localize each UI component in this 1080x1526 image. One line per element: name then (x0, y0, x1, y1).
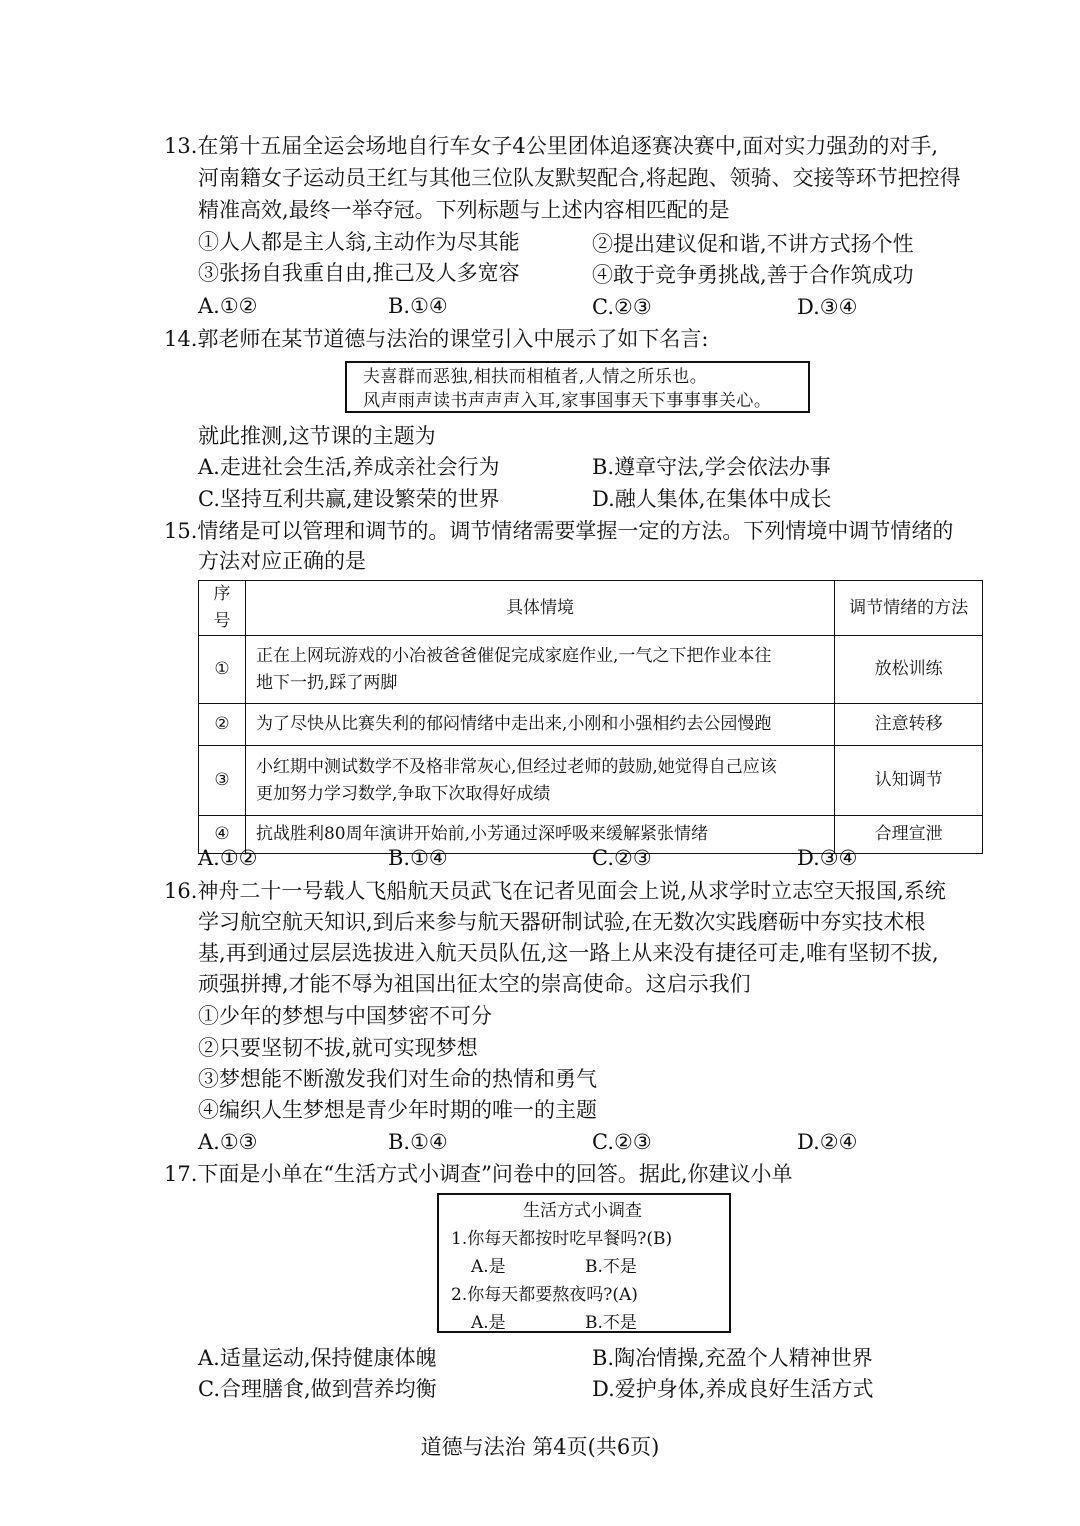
q16-stem-line-3: 基,再到通过层层选拔进入航天员队伍,这一路上从来没有捷径可走,唯有坚韧不拔, (198, 941, 939, 965)
q13-item-3: ③张扬自我重自由,推己及人多宽容 (198, 261, 520, 285)
q15-option-d: D.③④ (797, 846, 858, 870)
q14-stem: 14.郭老师在某节道德与法治的课堂引入中展示了如下名言: (164, 327, 709, 351)
q14-quote-line-2: 风声雨声读书声声声入耳,家事国事天下事事事关心。 (363, 391, 772, 411)
row-situation (245, 636, 834, 704)
row-method: 合理宣泄 (835, 816, 983, 854)
q16-item-1: ①少年的梦想与中国梦密不可分 (198, 1004, 492, 1028)
q13-item-1: ①人人都是主人翁,主动作为尽其能 (198, 230, 520, 254)
q17-option-d: D.爱护身体,养成良好生活方式 (592, 1377, 874, 1401)
q15-option-c: C.②③ (592, 846, 652, 870)
survey-q2-option-a: A.是 (471, 1313, 506, 1333)
table-row (199, 636, 983, 704)
q13-stem-line-3: 精准高效,最终一举夺冠。下列标题与上述内容相匹配的是 (198, 198, 730, 222)
q15-stem-line-2: 方法对应正确的是 (198, 549, 366, 573)
situation-line: 抗战胜利80周年演讲开始前,小芳通过深呼吸来缓解紧张情绪 (255, 824, 709, 844)
q16-item-3: ③梦想能不断激发我们对生命的热情和勇气 (198, 1067, 597, 1091)
survey-question-2: 2.你每天都要熬夜吗?(A) (451, 1285, 638, 1305)
q15-situation-table (198, 580, 983, 854)
q15-option-a: A.①② (198, 846, 258, 870)
q17-option-b: B.陶冶情操,充盈个人精神世界 (592, 1346, 873, 1370)
row-method: 认知调节 (835, 746, 983, 816)
q13-option-c: C.②③ (592, 295, 652, 319)
survey-q2-option-b: B.不是 (585, 1313, 637, 1333)
row-method: 放松训练 (835, 636, 983, 704)
q16-item-2: ②只要坚韧不拔,就可实现梦想 (198, 1036, 478, 1060)
row-method: 注意转移 (835, 704, 983, 746)
q14-option-b: B.遵章守法,学会依法办事 (592, 455, 831, 479)
row-no: ① (199, 636, 246, 704)
q17-stem: 17.下面是小单在“生活方式小调查”问卷中的回答。据此,你建议小单 (164, 1162, 793, 1186)
q15-option-b: B.①④ (388, 846, 448, 870)
header-no: 序号 (199, 581, 246, 636)
situation-line: 小红期中测试数学不及格非常灰心,但经过老师的鼓励,她觉得自己应该 (255, 756, 777, 777)
q13-option-a: A.①② (198, 294, 258, 318)
survey-q1-option-b: B.不是 (585, 1257, 637, 1277)
q14-option-c: C.坚持互利共赢,建设繁荣的世界 (198, 487, 500, 511)
q16-option-a: A.①③ (198, 1130, 258, 1154)
row-situation (245, 746, 834, 816)
survey-title: 生活方式小调查 (523, 1201, 642, 1221)
q14-quote-box (345, 361, 810, 413)
row-situation (245, 704, 834, 746)
situation-line: 地下一扔,踩了两脚 (255, 672, 398, 693)
q17-option-a: A.适量运动,保持健康体魄 (198, 1346, 437, 1370)
q17-survey-box (437, 1193, 731, 1333)
q14-question: 就此推测,这节课的主题为 (198, 424, 436, 448)
q16-item-4: ④编织人生梦想是青少年时期的唯一的主题 (198, 1098, 597, 1122)
page-footer: 道德与法治 第4页(共6页) (420, 1435, 660, 1459)
q13-item-4: ④敢于竞争勇挑战,善于合作筑成功 (592, 263, 914, 287)
q13-item-2: ②提出建议促和谐,不讲方式扬个性 (592, 232, 914, 256)
q16-option-b: B.①④ (388, 1130, 448, 1154)
situation-line: 正在上网玩游戏的小冶被爸爸催促完成家庭作业,一气之下把作业本往 (255, 645, 772, 666)
q16-stem-line-4: 顽强拼搏,才能不辱为祖国出征太空的崇高使命。这启示我们 (198, 972, 751, 996)
table-row (199, 746, 983, 816)
q16-option-d: D.②④ (797, 1130, 858, 1154)
q13-stem-line-1: 13.在第十五届全运会场地自行车女子4公里团体追逐赛决赛中,面对实力强劲的对手, (164, 134, 939, 158)
table-row (199, 816, 983, 854)
q14-option-a: A.走进社会生活,养成亲社会行为 (198, 455, 500, 479)
row-no: ③ (199, 746, 246, 816)
header-method: 调节情绪的方法 (835, 581, 983, 636)
q13-stem-line-2: 河南籍女子运动员王红与其他三位队友默契配合,将起跑、领骑、交接等环节把控得 (198, 166, 961, 190)
q14-quote-line-1: 夫喜群而恶独,相扶而相植者,人情之所乐也。 (363, 367, 708, 387)
table-header-row (199, 581, 983, 636)
q13-option-d: D.③④ (797, 295, 858, 319)
q14-option-d: D.融人集体,在集体中成长 (592, 487, 832, 511)
q17-option-c: C.合理膳食,做到营养均衡 (198, 1377, 437, 1401)
situation-line: 更加努力学习数学,争取下次取得好成绩 (255, 783, 551, 804)
survey-question-1: 1.你每天都按时吃早餐吗?(B) (451, 1229, 673, 1249)
row-no: ② (199, 704, 246, 746)
q16-stem-line-2: 学习航空航天知识,到后来参与航天器研制试验,在无数次实践磨砺中夯实技术根 (198, 910, 926, 934)
survey-q1-option-a: A.是 (471, 1257, 506, 1277)
q16-option-c: C.②③ (592, 1130, 652, 1154)
situation-line: 为了尽快从比赛失利的郁闷情绪中走出来,小刚和小强相约去公园慢跑 (255, 714, 772, 734)
row-situation (245, 816, 834, 854)
q13-option-b: B.①④ (388, 294, 448, 318)
header-situation: 具体情境 (245, 581, 834, 636)
q15-stem-line-1: 15.情绪是可以管理和调节的。调节情绪需要掌握一定的方法。下列情境中调节情绪的 (164, 519, 954, 543)
table-row (199, 704, 983, 746)
q16-stem-line-1: 16.神舟二十一号载人飞船航天员武飞在记者见面会上说,从求学时立志空天报国,系统 (164, 879, 946, 903)
row-no: ④ (199, 816, 246, 854)
